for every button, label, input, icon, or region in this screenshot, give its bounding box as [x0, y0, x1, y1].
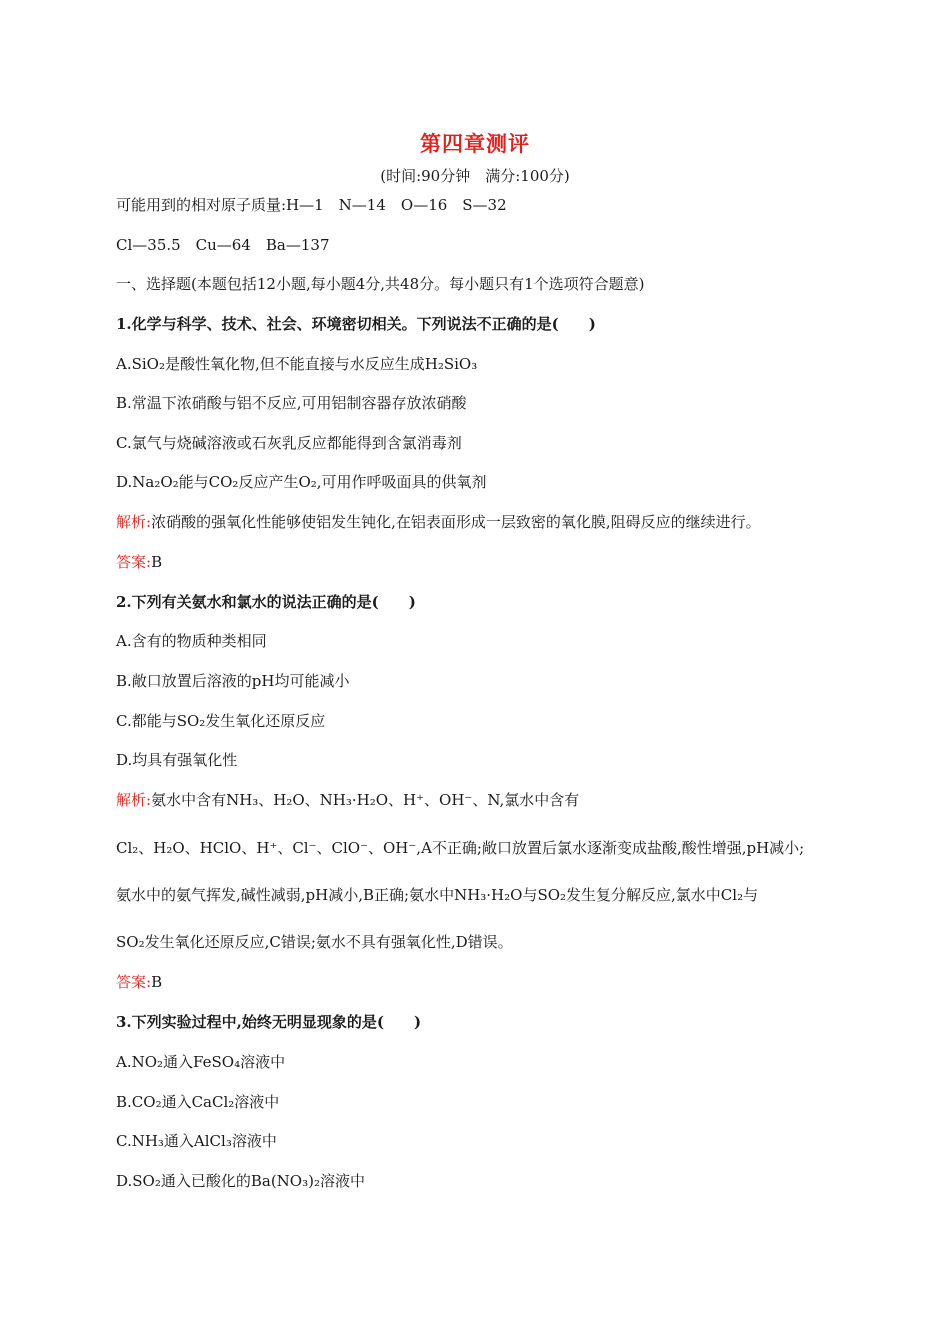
question-2-option-c: C.都能与SO₂发生氧化还原反应 — [116, 712, 326, 730]
question-2-answer — [116, 972, 162, 992]
analysis-text: 氨水中含有NH₃、H₂O、NH₃·H₂O、H⁺、OH⁻、N,氯水中含有 — [151, 791, 580, 809]
page-title: 第四章测评 — [420, 132, 530, 156]
question-2-analysis-line-4: SO₂发生氧化还原反应,C错误;氨水不具有强氧化性,D错误。 — [116, 933, 513, 951]
analysis-label: 解析: — [116, 513, 152, 531]
question-1-option-d: D.Na₂O₂能与CO₂反应产生O₂,可用作呼吸面具的供氧剂 — [116, 473, 487, 491]
section-heading: 一、选择题(本题包括12小题,每小题4分,共48分。每小题只有1个选项符合题意) — [116, 275, 645, 293]
question-3-stem: 3.下列实验过程中,始终无明显现象的是( ) — [116, 1013, 422, 1031]
question-2-option-b: B.敞口放置后溶液的pH均可能减小 — [116, 672, 350, 690]
answer-value: B — [151, 973, 163, 991]
question-1-stem: 1.化学与科学、技术、社会、环境密切相关。下列说法不正确的是( ) — [116, 315, 596, 333]
question-3-option-c: C.NH₃通入AlCl₃溶液中 — [116, 1132, 277, 1150]
question-2-option-d: D.均具有强氧化性 — [116, 751, 238, 769]
analysis-label: 解析: — [116, 791, 152, 809]
question-3-option-a: A.NO₂通入FeSO₄溶液中 — [116, 1053, 286, 1071]
question-3-option-b: B.CO₂通入CaCl₂溶液中 — [116, 1093, 280, 1111]
atomic-masses-line-2: Cl—35.5 Cu—64 Ba—137 — [116, 236, 330, 254]
question-1-analysis — [116, 512, 761, 532]
answer-label: 答案: — [116, 973, 152, 991]
question-3-option-d: D.SO₂通入已酸化的Ba(NO₃)₂溶液中 — [116, 1172, 365, 1190]
question-1-option-a: A.SiO₂是酸性氧化物,但不能直接与水反应生成H₂SiO₃ — [116, 355, 478, 373]
question-2-analysis-line-2: Cl₂、H₂O、HClO、H⁺、Cl⁻、ClO⁻、OH⁻,A不正确;敞口放置后氯水逐渐变成盐酸,酸性增强,pH减小; — [116, 839, 805, 857]
question-1-answer — [116, 552, 162, 572]
answer-value: B — [151, 553, 163, 571]
question-1-option-c: C.氯气与烧碱溶液或石灰乳反应都能得到含氯消毒剂 — [116, 434, 462, 452]
question-1-option-b: B.常温下浓硝酸与铝不反应,可用铝制容器存放浓硝酸 — [116, 394, 467, 412]
exam-info: (时间:90分钟 满分:100分) — [380, 167, 570, 185]
atomic-masses-line-1: 可能用到的相对原子质量:H—1 N—14 O—16 S—32 — [116, 196, 507, 214]
question-2-analysis-line-3: 氨水中的氨气挥发,碱性减弱,pH减小,B正确;氨水中NH₃·H₂O与SO₂发生复分解反应,氯水中Cl₂与 — [116, 886, 759, 904]
question-2-option-a: A.含有的物质种类相同 — [116, 632, 267, 650]
answer-label: 答案: — [116, 553, 152, 571]
question-2-stem: 2.下列有关氨水和氯水的说法正确的是( ) — [116, 593, 416, 611]
question-2-analysis-line-1 — [116, 790, 579, 810]
analysis-text: 浓硝酸的强氧化性能够使铝发生钝化,在铝表面形成一层致密的氧化膜,阻碍反应的继续进行。 — [151, 513, 761, 531]
